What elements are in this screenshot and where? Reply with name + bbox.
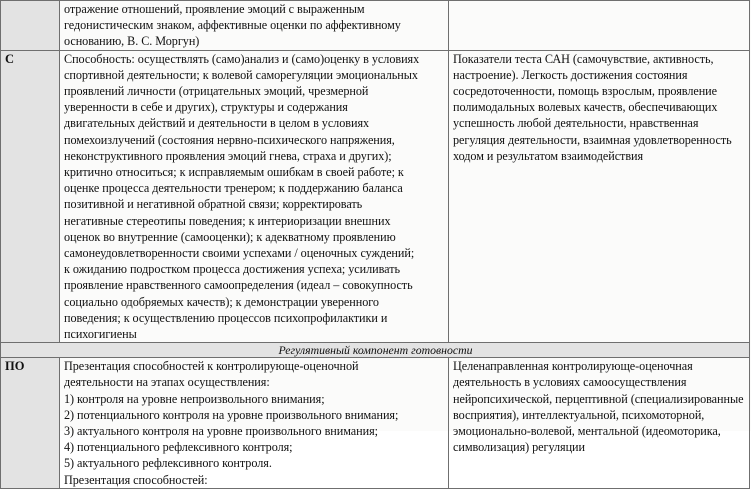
text-line: ходом и результатом взаимодействия bbox=[453, 148, 644, 163]
text-line: 4) потенциального рефлексивного контроля; bbox=[64, 440, 293, 455]
text-line: 5) актуального рефлексивного контроля. bbox=[64, 456, 272, 471]
row-code-cell bbox=[1, 1, 60, 51]
text-line: гедонистическим знаком, аффективные оценки по аффективному bbox=[64, 18, 401, 33]
text-line: помехоизлучений (состояния нервно-психического напряжения, bbox=[64, 132, 395, 147]
criteria-cell bbox=[60, 50, 449, 343]
text-line: настроение). Легкость достижения состояния bbox=[453, 67, 688, 82]
text-line: эмоционально-волевой, ментальной (идеомоторика, bbox=[453, 424, 721, 439]
text-line: самонеудовлетворенности своими успехами / оценочных суждений; bbox=[64, 246, 415, 261]
text-line: деятельность в условиях самоосуществления bbox=[453, 375, 687, 390]
text-line: отражение отношений, проявление эмоций с выраженным bbox=[64, 2, 365, 16]
text-line: к ожиданию подростком процесса достижения успеха; усиливать bbox=[64, 262, 401, 277]
text-line: критично относиться; к исправляемым ошибкам в своей работе; к bbox=[64, 165, 404, 180]
text-line: проявлений личности (отрицательных эмоций, чрезмерной bbox=[64, 84, 369, 99]
text-line: 2) потенциального контроля на уровне произвольного внимания; bbox=[64, 407, 399, 422]
text-line: основанию, В. С. Моргун) bbox=[64, 34, 200, 49]
row-code-cell: ПО bbox=[1, 358, 60, 489]
text-line: двигательных действий и деятельности в целом в условиях bbox=[64, 116, 370, 131]
text-line: социально одобряемых качеств); к демонстрации уверенного bbox=[64, 294, 379, 309]
text-line: символизация) регуляции bbox=[453, 440, 585, 455]
text-line: уверенности в себе и других), структуры и содержания bbox=[64, 100, 348, 115]
indicators-cell bbox=[449, 1, 750, 51]
text-line: Презентация способностей: bbox=[64, 472, 208, 487]
text-line: Целенаправленная контролирующе-оценочная bbox=[453, 359, 693, 374]
text-line: сосредоточенности, помощь взрослым, проявление bbox=[453, 84, 718, 99]
text-line: оценке процесса деятельности тренером; к поддержанию баланса bbox=[64, 181, 403, 196]
indicators-cell bbox=[449, 50, 750, 343]
section-header: Регулятивный компонент готовности bbox=[1, 343, 750, 358]
text-line: успешность любой деятельности, нравственная bbox=[453, 116, 699, 131]
text-line: психогигиены bbox=[64, 327, 137, 342]
text-line: полимодальных волевых качеств, обеспечивающих bbox=[453, 100, 718, 115]
row-code-cell: С bbox=[1, 50, 60, 343]
text-line: регуляция деятельности, взаимная удовлетворенность bbox=[453, 132, 732, 147]
text-line: 1) контроля на уровне непроизвольного внимания; bbox=[64, 391, 325, 406]
text-line: нейропсихической, перцептивной (специализированные bbox=[453, 391, 744, 406]
text-line: спортивной деятельности; к волевой саморегуляции эмоциональных bbox=[64, 67, 418, 82]
text-line: деятельности на этапах осуществления: bbox=[64, 375, 270, 390]
criteria-cell bbox=[60, 1, 449, 51]
text-line: восприятия), интеллектуальной, психомоторной, bbox=[453, 407, 705, 422]
text-line: Показатели теста САН (самочувствие, активность, bbox=[453, 51, 714, 66]
indicators-cell bbox=[449, 358, 750, 489]
text-line: позитивной и негативной обратной связи; корректировать bbox=[64, 197, 363, 212]
criteria-cell bbox=[60, 358, 449, 489]
text-line: Презентация способностей к контролирующе-оценочной bbox=[64, 359, 359, 374]
text-line: Способность: осуществлять (само)анализ и (само)оценку в условиях bbox=[64, 51, 420, 66]
text-line: негативные стереотипы поведения; к интериоризации внешних bbox=[64, 213, 391, 228]
table-row bbox=[1, 50, 750, 343]
section-header-row bbox=[1, 343, 750, 358]
text-line: 3) актуального контроля на уровне произвольного внимания; bbox=[64, 424, 378, 439]
text-line: проявление нравственного самоопределения (идеал – совокупность bbox=[64, 278, 413, 293]
text-line: неконструктивного проявления эмоций гнева, страха и других); bbox=[64, 148, 392, 163]
table-row bbox=[1, 358, 750, 489]
table-row bbox=[1, 1, 750, 51]
text-line: поведения; к осуществлению процессов психопрофилактики и bbox=[64, 310, 388, 325]
text-line: оценок во внутренние (самооценки); к адекватному проявлению bbox=[64, 229, 396, 244]
